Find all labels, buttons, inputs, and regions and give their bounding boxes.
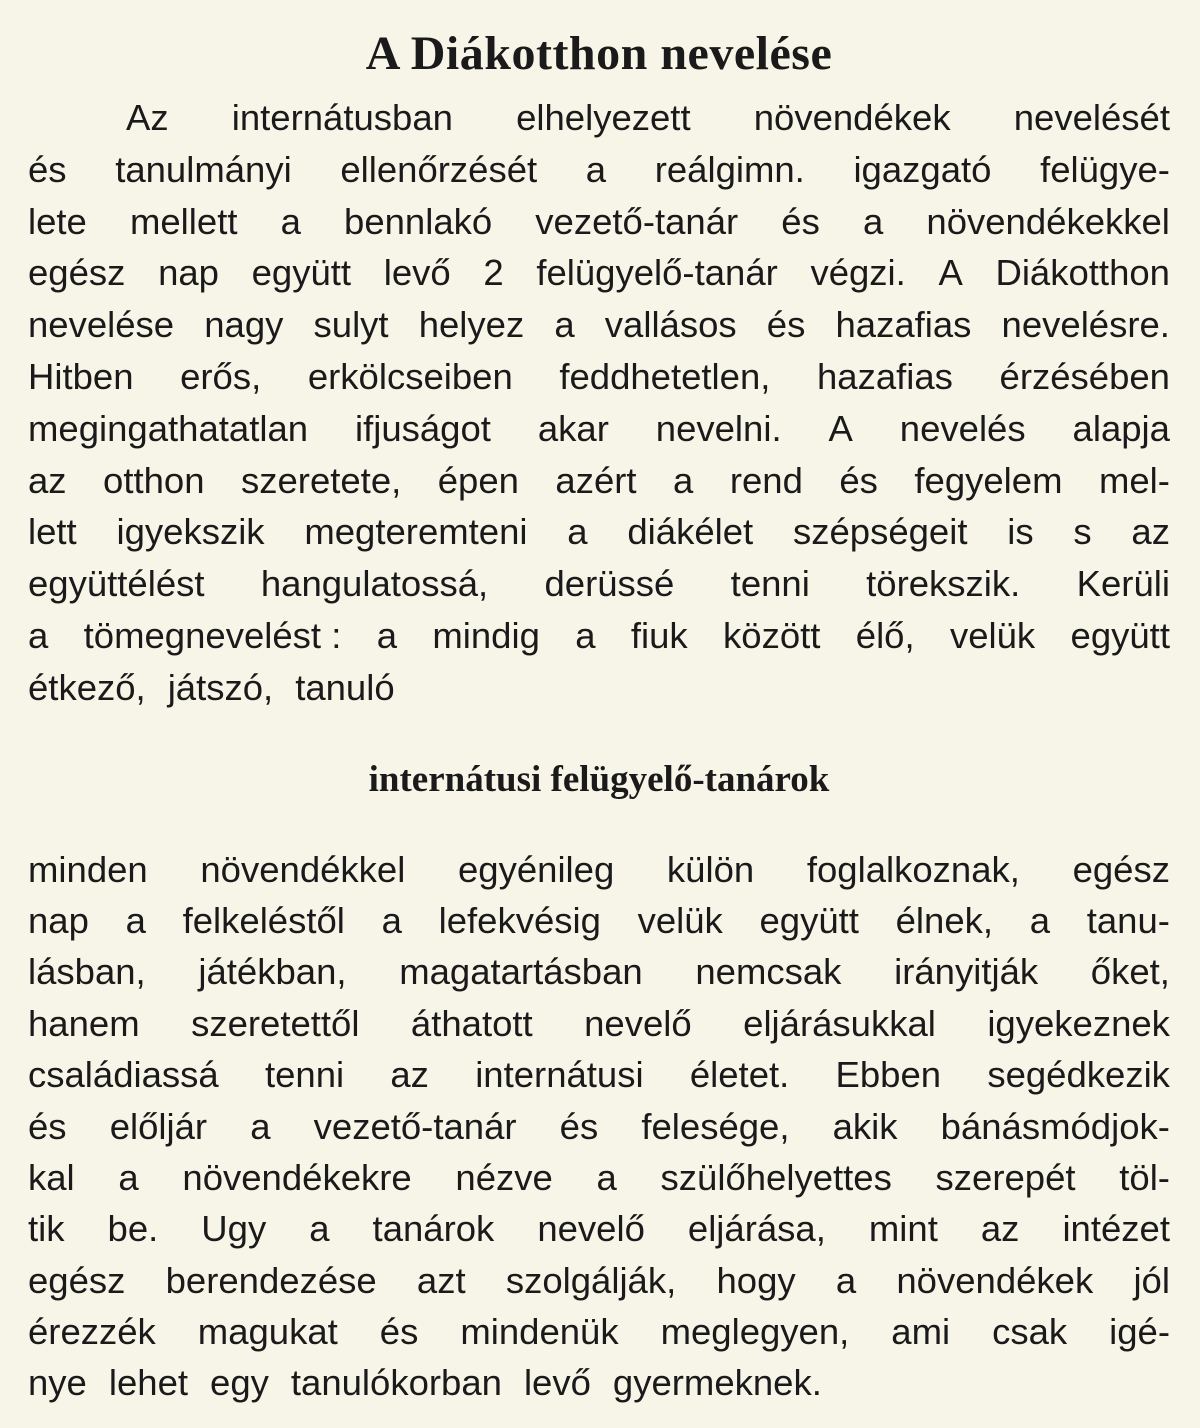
word: nemcsak xyxy=(695,951,842,993)
word: áthatott xyxy=(410,1002,533,1044)
word: igyekeznek xyxy=(987,1002,1170,1044)
word: be. xyxy=(107,1208,159,1250)
word: tanulókorban xyxy=(290,1362,502,1404)
word: 2 xyxy=(483,252,504,294)
word: végzi. xyxy=(810,252,906,294)
word: lett xyxy=(28,511,77,553)
word: együtt xyxy=(759,899,859,941)
word: igé- xyxy=(1109,1311,1170,1353)
word: tanárok xyxy=(372,1208,495,1250)
word: foglalkoznak, xyxy=(806,848,1020,890)
word: nevelni. xyxy=(655,407,782,449)
word: felügye- xyxy=(1040,148,1170,190)
word: töl- xyxy=(1119,1156,1170,1198)
word: növendékekkel xyxy=(926,200,1170,242)
word: levő xyxy=(383,252,451,294)
word: együtt xyxy=(251,252,352,294)
word: A xyxy=(828,407,853,449)
text-line xyxy=(28,1101,1170,1152)
word: érzésében xyxy=(999,355,1170,397)
text-line xyxy=(28,1357,1170,1408)
text-line xyxy=(28,351,1170,403)
paragraph-teachers xyxy=(28,844,1170,1409)
word: mindenük xyxy=(460,1311,619,1353)
word: nye xyxy=(28,1362,87,1404)
word: együtt xyxy=(1070,614,1170,656)
word: a xyxy=(250,1105,271,1147)
word: megteremteni xyxy=(304,511,528,553)
text-line xyxy=(28,92,1170,144)
word: a xyxy=(125,899,146,941)
word: között xyxy=(723,614,821,656)
word: felkeléstől xyxy=(182,899,345,941)
section-subheading: internátusi felügyelő-tanárok xyxy=(368,758,830,800)
word: a xyxy=(381,899,402,941)
word: s xyxy=(1073,511,1092,553)
word: lehet xyxy=(108,1362,189,1404)
word: együttélést xyxy=(28,563,205,605)
word: alapja xyxy=(1072,407,1170,449)
word: az xyxy=(980,1208,1020,1250)
word: egyénileg xyxy=(458,848,615,890)
text-line xyxy=(28,506,1170,558)
word: eljárásukkal xyxy=(743,1002,936,1044)
word: szépségeit xyxy=(792,511,968,553)
word: élnek, xyxy=(895,899,994,941)
word: berendezése xyxy=(165,1259,377,1301)
word: internátusban xyxy=(231,97,453,138)
word: Hitben xyxy=(28,355,134,397)
word: levő xyxy=(523,1362,591,1404)
word: növendékek xyxy=(896,1259,1094,1301)
word: Ebben xyxy=(835,1054,942,1096)
word: mint xyxy=(868,1208,938,1250)
word: a xyxy=(1029,899,1051,941)
word: irányitják xyxy=(894,951,1039,993)
word: velük xyxy=(949,614,1036,656)
word: törekszik. xyxy=(866,563,1021,605)
word: tik xyxy=(28,1208,65,1250)
word: családiassá xyxy=(28,1054,219,1096)
word: hangulatossá, xyxy=(260,563,489,605)
word: is xyxy=(1007,511,1034,553)
word: tanu- xyxy=(1086,899,1170,941)
word: tanulmányi xyxy=(115,148,292,190)
word: lefekvésig xyxy=(438,899,601,941)
word: nevelésre. xyxy=(1001,304,1170,346)
word: felügyelő-tanár xyxy=(536,252,778,294)
word: tenni xyxy=(264,1054,345,1096)
word: és xyxy=(379,1311,419,1353)
word: a xyxy=(585,148,607,190)
word: növendékekre xyxy=(182,1156,412,1198)
word: internátusi xyxy=(475,1054,644,1096)
word: nevelése xyxy=(28,304,175,346)
word: eljárása, xyxy=(687,1208,826,1250)
word: diákélet xyxy=(627,511,754,553)
word: gyermeknek. xyxy=(612,1362,822,1404)
word: életet. xyxy=(689,1054,790,1096)
word: és xyxy=(766,304,806,346)
word: helyez xyxy=(418,304,525,346)
word: és xyxy=(28,148,67,190)
word: előljár xyxy=(109,1105,208,1147)
word: igyekszik xyxy=(116,511,265,553)
word: fiuk xyxy=(630,614,688,656)
text-line xyxy=(28,946,1170,997)
text-line xyxy=(28,1255,1170,1306)
word: a xyxy=(575,614,596,656)
word: az xyxy=(390,1054,429,1096)
word: akik xyxy=(832,1105,898,1147)
word: mel- xyxy=(1098,459,1170,501)
word: ami xyxy=(891,1311,951,1353)
word: a xyxy=(835,1259,857,1301)
text-line xyxy=(28,558,1170,610)
word: a xyxy=(673,459,694,501)
word: tenni xyxy=(730,563,810,605)
text-line xyxy=(28,455,1170,507)
word: erkölcseiben xyxy=(307,355,513,397)
word: Ugy xyxy=(201,1208,267,1250)
text-line xyxy=(28,844,1170,895)
word: egy xyxy=(210,1362,269,1404)
word: a xyxy=(280,200,301,242)
word: a xyxy=(862,200,884,242)
word: feddhetetlen, xyxy=(559,355,771,397)
word: nézve xyxy=(455,1156,553,1198)
text-line xyxy=(28,662,1170,714)
word: sulyt xyxy=(313,304,389,346)
text-line xyxy=(28,1203,1170,1254)
word: A xyxy=(938,252,963,294)
word: és xyxy=(559,1105,599,1147)
word: Kerüli xyxy=(1076,563,1170,605)
word: nevelését xyxy=(1013,97,1170,138)
word: hazafias xyxy=(816,355,953,397)
word: Az xyxy=(126,97,169,138)
word: tömegnevelést : xyxy=(83,614,342,656)
word: a xyxy=(118,1156,139,1198)
word: és xyxy=(781,200,820,242)
paragraph-intro xyxy=(28,92,1170,714)
word: azt xyxy=(416,1259,466,1301)
word: magatartásban xyxy=(399,951,643,993)
word: bennlakó xyxy=(344,200,493,242)
word: játszó, xyxy=(167,666,274,708)
word: jól xyxy=(1133,1259,1170,1301)
word: nevelő xyxy=(584,1002,692,1044)
word: magukat xyxy=(197,1311,338,1353)
page-title: A Diákotthon nevelése xyxy=(365,27,833,80)
text-line xyxy=(28,144,1170,196)
text-line xyxy=(28,196,1170,248)
word: Diákotthon xyxy=(995,252,1170,294)
word: az xyxy=(1131,511,1170,553)
word: csak xyxy=(992,1311,1068,1353)
word: tanuló xyxy=(295,666,395,708)
word: a xyxy=(376,614,397,656)
word: a xyxy=(309,1208,330,1250)
word: egész xyxy=(28,252,126,294)
word: és xyxy=(839,459,878,501)
word: szeretettől xyxy=(191,1002,360,1044)
word: reálgimn. xyxy=(654,148,805,190)
text-line xyxy=(28,403,1170,455)
word: lásban, xyxy=(28,951,146,993)
word: meglegyen, xyxy=(660,1311,850,1353)
word: növendékek xyxy=(753,97,951,138)
word: épen xyxy=(437,459,519,501)
text-line xyxy=(28,1152,1170,1203)
word: érezzék xyxy=(28,1311,156,1353)
word: ifjuságot xyxy=(354,407,491,449)
word: mellett xyxy=(129,200,238,242)
word: segédkezik xyxy=(987,1054,1170,1096)
word: a xyxy=(596,1156,617,1198)
word: a xyxy=(567,511,588,553)
word: mindig xyxy=(432,614,540,656)
word: elhelyezett xyxy=(516,97,691,138)
word: és xyxy=(28,1105,67,1147)
word: nevelő xyxy=(537,1208,645,1250)
word: minden xyxy=(28,848,148,890)
text-line xyxy=(28,299,1170,351)
word: külön xyxy=(666,848,755,890)
word: őket, xyxy=(1090,951,1170,993)
word: azért xyxy=(555,459,637,501)
word: derüssé xyxy=(544,563,675,605)
word: nap xyxy=(28,899,89,941)
word: szolgálják, xyxy=(505,1259,677,1301)
word: játékban, xyxy=(198,951,347,993)
word: vallásos xyxy=(604,304,737,346)
word: nap xyxy=(158,252,219,294)
word: ellenőrzését xyxy=(340,148,538,190)
word: vezető-tanár xyxy=(535,200,739,242)
word: étkező, xyxy=(28,666,146,708)
word: élő, xyxy=(855,614,915,656)
word: nevelés xyxy=(899,407,1026,449)
word: szülőhelyettes xyxy=(660,1156,892,1198)
text-line xyxy=(28,610,1170,662)
word: vezető-tanár xyxy=(313,1105,517,1147)
word: egész xyxy=(1072,848,1170,890)
word: bánásmódjok- xyxy=(940,1105,1170,1147)
word: fegyelem xyxy=(914,459,1063,501)
word: velük xyxy=(637,899,723,941)
word: erős, xyxy=(180,355,262,397)
word: lete xyxy=(28,200,87,242)
word: rend xyxy=(729,459,803,501)
text-line xyxy=(28,895,1170,946)
word: hogy xyxy=(716,1259,796,1301)
word: otthon xyxy=(103,459,205,501)
text-line xyxy=(28,998,1170,1049)
text-line xyxy=(28,1049,1170,1100)
word: nagy xyxy=(204,304,284,346)
word: egész xyxy=(28,1259,126,1301)
word: a xyxy=(28,614,49,656)
word: hanem xyxy=(28,1002,140,1044)
word: az xyxy=(28,459,67,501)
word: hazafias xyxy=(835,304,972,346)
word: igazgató xyxy=(853,148,992,190)
word: növendékkel xyxy=(200,848,406,890)
word: felesége, xyxy=(641,1105,790,1147)
text-line xyxy=(28,247,1170,299)
word: megingathatatlan xyxy=(28,407,309,449)
text-line xyxy=(28,1306,1170,1357)
word: szeretete, xyxy=(240,459,402,501)
word: a xyxy=(554,304,575,346)
word: kal xyxy=(28,1156,75,1198)
word: intézet xyxy=(1062,1208,1170,1250)
word: szerepét xyxy=(935,1156,1076,1198)
word: akar xyxy=(537,407,609,449)
